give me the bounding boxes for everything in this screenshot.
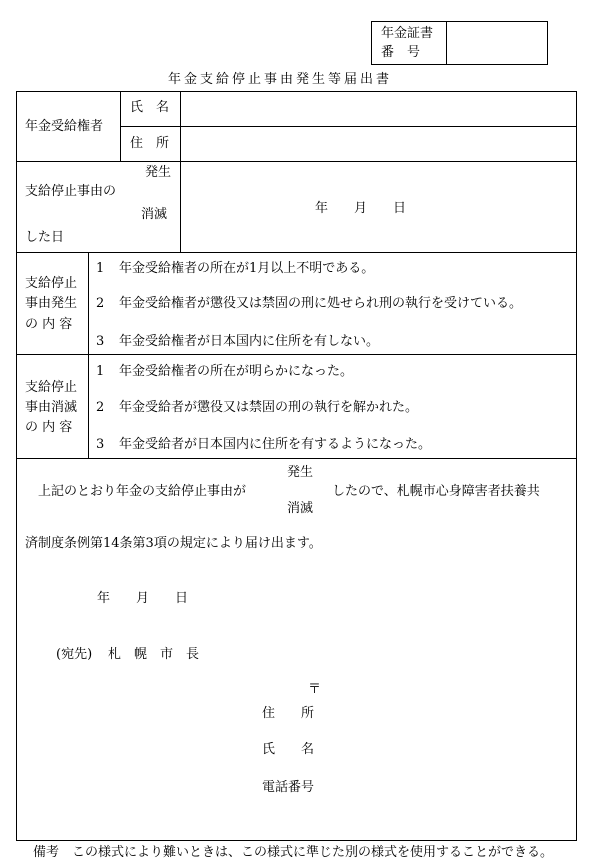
lapse-item-1-text[interactable]: 年金受給権者の所在が明らかになった。 [119, 364, 354, 379]
occur-label-line3: の 内 容 [25, 317, 73, 332]
recipient-address-field[interactable] [182, 128, 575, 160]
address-label: 住 所 [130, 136, 170, 151]
occur-item-3-text[interactable]: 年金受給権者が日本国内に住所を有しない。 [119, 334, 380, 349]
lapse-item-2-num: 2 [96, 400, 105, 415]
addressee-prefix: (宛先) [56, 647, 93, 662]
occur-item-2-text[interactable]: 年金受給権者が懲役又は禁固の刑に処せられ刑の執行を受けている。 [119, 296, 523, 311]
occur-item-1-text[interactable]: 年金受給権者の所在が1月以上不明である。 [119, 261, 375, 276]
occur-label-line1: 支給停止 [25, 276, 78, 291]
date-option-occur: 発生 [145, 165, 172, 180]
date-label-suffix: した日 [25, 230, 65, 245]
occur-label-line2: 事由発生 [25, 296, 78, 311]
applicant-phone-field[interactable] [330, 774, 570, 798]
lapse-label-line2: 事由消滅 [25, 400, 78, 415]
lapse-label-line3: の 内 容 [25, 420, 73, 435]
date-option-lapse: 消滅 [141, 207, 168, 222]
col-divider-labels [180, 91, 181, 252]
lapse-item-3-text[interactable]: 年金受給者が日本国内に住所を有するようになった。 [119, 437, 432, 452]
declaration-option-occur: 発生 [287, 465, 314, 480]
applicant-name-label: 氏 名 [262, 742, 315, 757]
addressee: 札 幌 市 長 [108, 647, 200, 662]
row-divider-recipient-end [16, 161, 577, 162]
row-divider-lapse-end [16, 458, 577, 459]
declaration-text-part2: したので、札幌市心身障害者扶養共 [332, 484, 540, 499]
row-divider-occur-end [16, 354, 577, 355]
recipient-name-field[interactable] [182, 93, 575, 125]
name-label: 氏 名 [130, 100, 170, 115]
certificate-label-line2: 番 号 [381, 45, 421, 60]
form-title: 年金支給停止事由発生等届出書 [168, 72, 393, 87]
occur-item-3-num: 3 [96, 334, 105, 349]
certificate-number-field[interactable] [448, 23, 546, 63]
lapse-label-line1: 支給停止 [25, 380, 78, 395]
postal-mark-icon: 〒 [308, 682, 322, 697]
recipient-section-label: 年金受給権者 [25, 119, 104, 134]
declaration-date[interactable]: 年 月 日 [97, 591, 189, 606]
applicant-phone-label: 電話番号 [262, 780, 315, 795]
date-value-field[interactable]: 年 月 日 [315, 201, 407, 216]
col-divider-recipient [120, 91, 121, 161]
certificate-box-divider [446, 21, 447, 65]
declaration-text-line2: 済制度条例第14条第3項の規定により届け出ます。 [25, 536, 322, 551]
lapse-item-3-num: 3 [96, 437, 105, 452]
lapse-item-1-num: 1 [96, 364, 105, 379]
occur-item-1-num: 1 [96, 261, 105, 276]
declaration-text-part1: 上記のとおり年金の支給停止事由が [38, 484, 247, 499]
certificate-label-line1: 年金証書 [381, 26, 434, 41]
row-divider-date-end [16, 252, 577, 253]
row-divider-name-address [120, 126, 577, 127]
lapse-item-2-text[interactable]: 年金受給者が懲役又は禁固の刑の執行を解かれた。 [119, 400, 419, 415]
footnote: 備考 この様式により難いときは、この様式に準じた別の様式を使用することができる。 [33, 845, 554, 860]
applicant-address-field[interactable] [330, 700, 570, 724]
applicant-name-field[interactable] [330, 736, 570, 760]
occur-item-2-num: 2 [96, 296, 105, 311]
declaration-option-lapse: 消滅 [287, 501, 314, 516]
applicant-address-label: 住 所 [262, 706, 315, 721]
col-divider-sections [88, 252, 89, 458]
date-label-prefix: 支給停止事由の [25, 184, 117, 199]
